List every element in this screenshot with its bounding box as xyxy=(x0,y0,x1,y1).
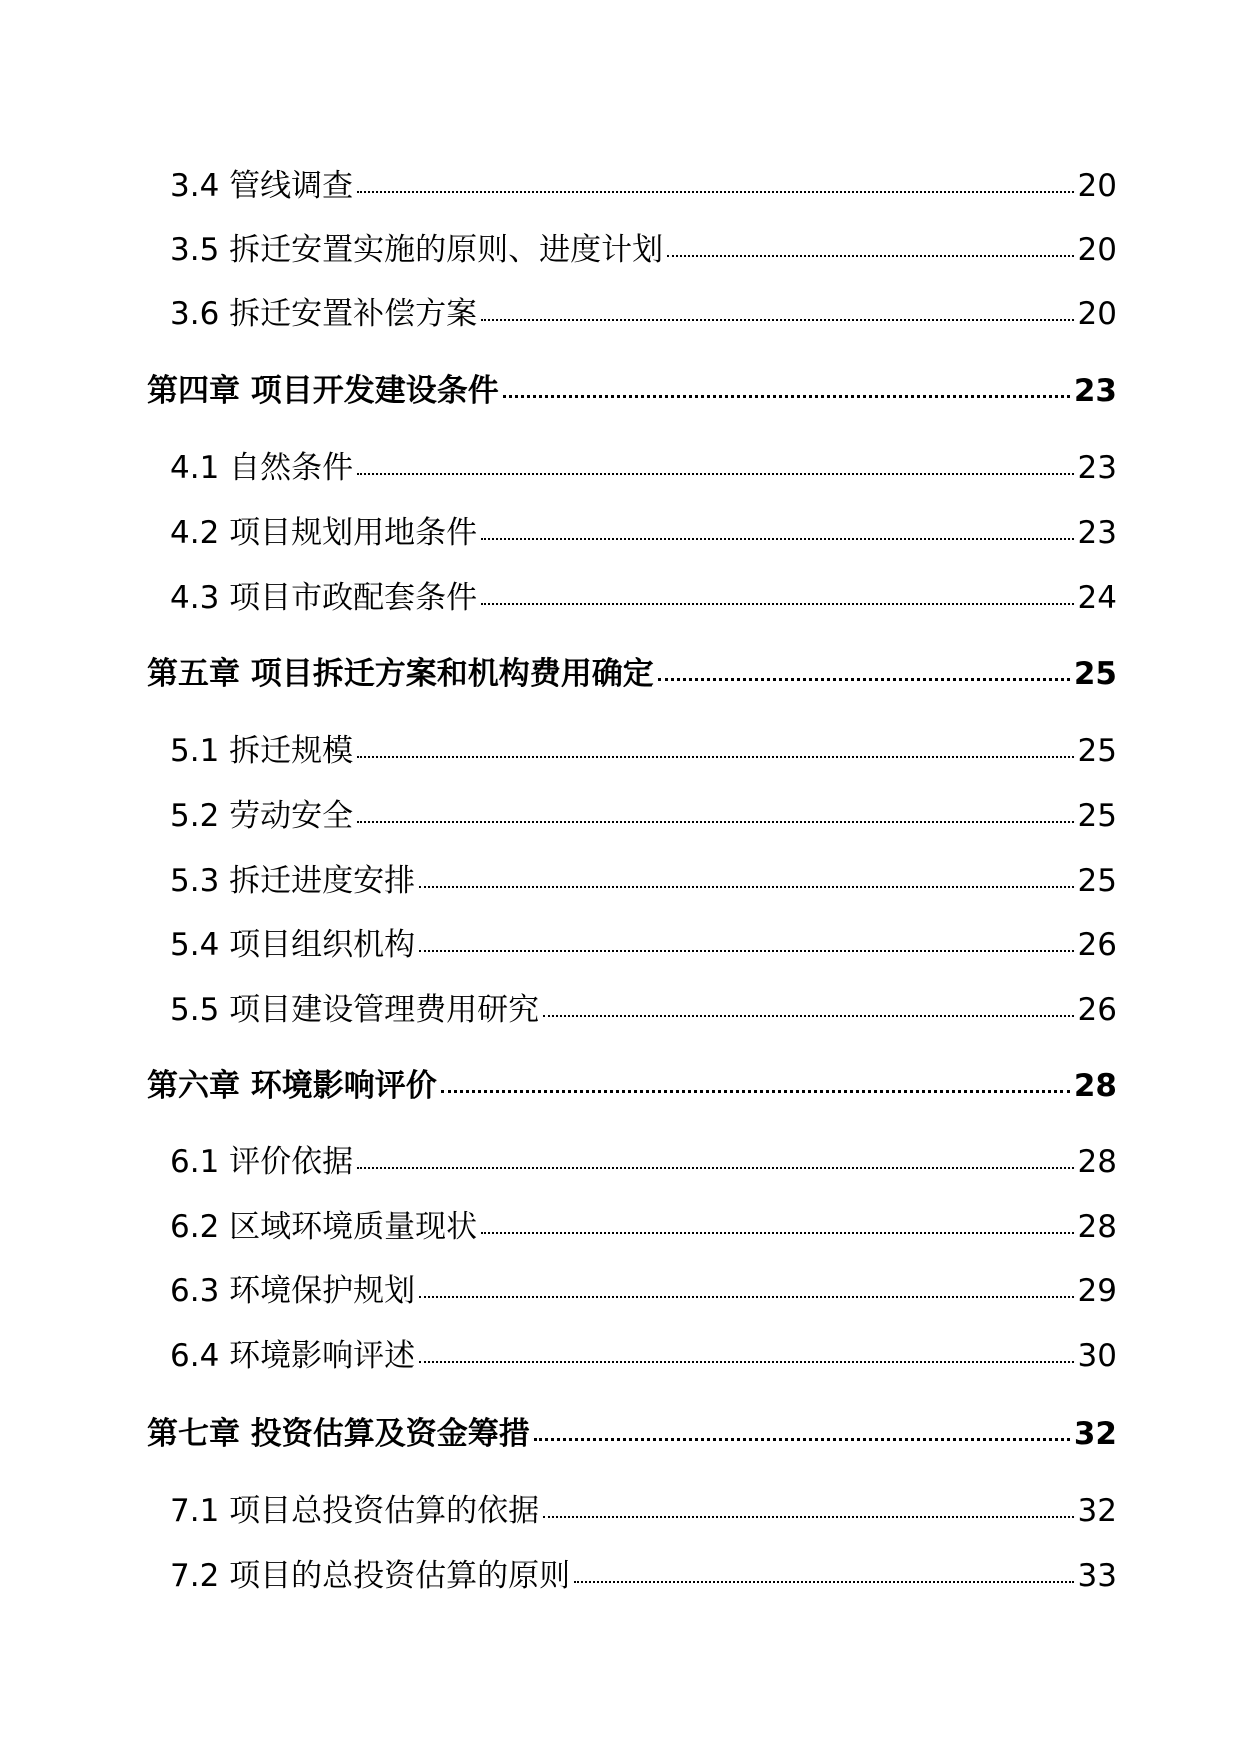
toc-chapter-title: 第四章 项目开发建设条件 xyxy=(147,373,499,409)
toc-entry-3-4[interactable] xyxy=(170,160,1117,205)
toc-entry-page: 29 xyxy=(1077,1273,1117,1309)
toc-entry-page: 32 xyxy=(1077,1493,1117,1529)
toc-chapter-4[interactable] xyxy=(147,365,1117,410)
toc-entry-3-6[interactable] xyxy=(170,288,1117,333)
dot-leader xyxy=(419,1296,1073,1298)
dot-leader xyxy=(357,473,1073,475)
dot-leader xyxy=(441,1090,1070,1093)
toc-entry-title: 4.3 项目市政配套条件 xyxy=(170,580,478,616)
toc-entry-page: 26 xyxy=(1077,992,1117,1028)
toc-entry-5-1[interactable] xyxy=(170,725,1117,770)
toc-entry-3-5[interactable] xyxy=(170,224,1117,269)
toc-entry-page: 28 xyxy=(1077,1209,1117,1245)
toc-chapter-6[interactable] xyxy=(147,1060,1117,1105)
dot-leader xyxy=(574,1581,1073,1583)
dot-leader xyxy=(481,1232,1073,1234)
dot-leader xyxy=(667,255,1073,257)
toc-chapter-title: 第六章 环境影响评价 xyxy=(147,1068,437,1104)
toc-entry-6-3[interactable] xyxy=(170,1265,1117,1310)
toc-entry-5-3[interactable] xyxy=(170,855,1117,900)
toc-entry-title: 4.1 自然条件 xyxy=(170,450,354,486)
dot-leader xyxy=(419,1361,1073,1363)
toc-entry-page: 23 xyxy=(1077,450,1117,486)
toc-entry-title: 6.2 区域环境质量现状 xyxy=(170,1209,478,1245)
dot-leader xyxy=(419,886,1073,888)
toc-entry-page: 20 xyxy=(1077,232,1117,268)
toc-entry-title: 5.5 项目建设管理费用研究 xyxy=(170,992,540,1028)
dot-leader xyxy=(357,191,1073,193)
toc-entry-page: 30 xyxy=(1077,1338,1117,1374)
toc-entry-title: 6.1 评价依据 xyxy=(170,1144,354,1180)
toc-entry-page: 25 xyxy=(1077,863,1117,899)
toc-entry-title: 3.6 拆迁安置补偿方案 xyxy=(170,296,478,332)
toc-entry-4-1[interactable] xyxy=(170,442,1117,487)
toc-entry-6-2[interactable] xyxy=(170,1201,1117,1246)
toc-entry-title: 7.1 项目总投资估算的依据 xyxy=(170,1493,540,1529)
dot-leader xyxy=(658,678,1070,681)
toc-entry-5-2[interactable] xyxy=(170,790,1117,835)
toc-chapter-title: 第五章 项目拆迁方案和机构费用确定 xyxy=(147,656,654,692)
toc-entry-page: 23 xyxy=(1077,515,1117,551)
toc-entry-title: 3.4 管线调查 xyxy=(170,168,354,204)
toc-entry-4-2[interactable] xyxy=(170,507,1117,552)
toc-chapter-page: 32 xyxy=(1073,1416,1117,1452)
toc-entry-5-4[interactable] xyxy=(170,919,1117,964)
toc-entry-title: 5.4 项目组织机构 xyxy=(170,927,416,963)
toc-entry-6-4[interactable] xyxy=(170,1330,1117,1375)
toc-chapter-page: 28 xyxy=(1073,1068,1117,1104)
toc-chapter-page: 23 xyxy=(1073,373,1117,409)
dot-leader xyxy=(543,1015,1073,1017)
dot-leader xyxy=(503,395,1070,398)
toc-entry-title: 3.5 拆迁安置实施的原则、进度计划 xyxy=(170,232,664,268)
toc-entry-page: 25 xyxy=(1077,798,1117,834)
toc-entry-title: 5.1 拆迁规模 xyxy=(170,733,354,769)
toc-entry-5-5[interactable] xyxy=(170,984,1117,1029)
toc-chapter-title: 第七章 投资估算及资金筹措 xyxy=(147,1416,530,1452)
toc-entry-4-3[interactable] xyxy=(170,572,1117,617)
toc-entry-7-1[interactable] xyxy=(170,1485,1117,1530)
toc-chapter-7[interactable] xyxy=(147,1408,1117,1453)
toc-chapter-page: 25 xyxy=(1073,656,1117,692)
toc-entry-page: 26 xyxy=(1077,927,1117,963)
toc-entry-title: 6.4 环境影响评述 xyxy=(170,1338,416,1374)
toc-entry-title: 6.3 环境保护规划 xyxy=(170,1273,416,1309)
toc-entry-page: 25 xyxy=(1077,733,1117,769)
toc-entry-page: 24 xyxy=(1077,580,1117,616)
dot-leader xyxy=(481,603,1073,605)
toc-entry-title: 5.2 劳动安全 xyxy=(170,798,354,834)
toc-entry-page: 33 xyxy=(1077,1558,1117,1594)
toc-entry-title: 4.2 项目规划用地条件 xyxy=(170,515,478,551)
toc-entry-title: 7.2 项目的总投资估算的原则 xyxy=(170,1558,571,1594)
toc-entry-title: 5.3 拆迁进度安排 xyxy=(170,863,416,899)
toc-entry-page: 20 xyxy=(1077,296,1117,332)
dot-leader xyxy=(481,538,1073,540)
dot-leader xyxy=(357,1167,1073,1169)
dot-leader xyxy=(357,756,1073,758)
dot-leader xyxy=(357,821,1073,823)
toc-entry-page: 28 xyxy=(1077,1144,1117,1180)
toc-chapter-5[interactable] xyxy=(147,648,1117,693)
dot-leader xyxy=(481,319,1073,321)
toc-entry-6-1[interactable] xyxy=(170,1136,1117,1181)
dot-leader xyxy=(543,1516,1073,1518)
toc-entry-page: 20 xyxy=(1077,168,1117,204)
dot-leader xyxy=(534,1438,1070,1441)
toc-entry-7-2[interactable] xyxy=(170,1550,1117,1595)
dot-leader xyxy=(419,950,1073,952)
